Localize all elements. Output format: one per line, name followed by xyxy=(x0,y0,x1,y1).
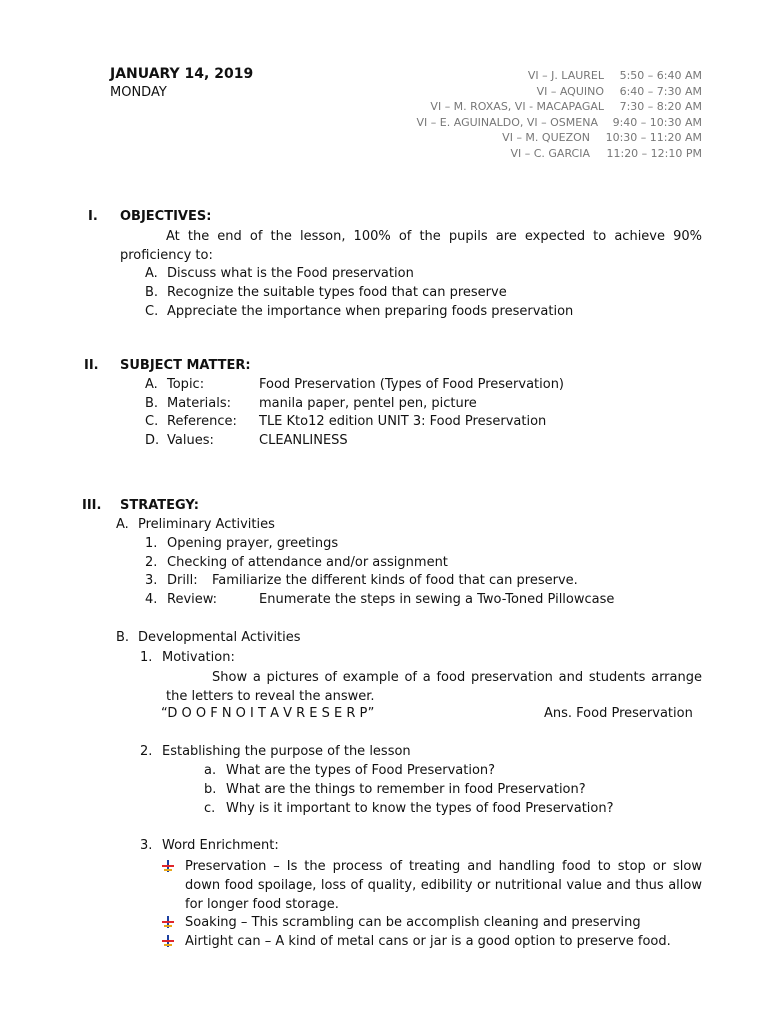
enrichment-title: Word Enrichment: xyxy=(162,838,279,853)
preliminary-title: Preliminary Activities xyxy=(138,517,275,532)
motivation-text: Show a pictures of example of a food preservation and students arrange the letters to reveal the answer. xyxy=(166,670,702,704)
subject-value: CLEANLINESS xyxy=(259,433,348,448)
list-number: 3. xyxy=(145,573,158,588)
purpose-item: What are the things to remember in food Preservation? xyxy=(226,782,586,797)
schedule-section: VI – AQUINO xyxy=(536,84,604,98)
list-letter: A. xyxy=(116,517,129,532)
section-numeral: I. xyxy=(88,209,98,224)
schedule-time: 10:30 – 11:20 AM xyxy=(605,131,702,144)
bullet-icon xyxy=(161,859,175,873)
bullet-icon xyxy=(161,934,175,948)
developmental-title: Developmental Activities xyxy=(138,630,301,645)
purpose-title: Establishing the purpose of the lesson xyxy=(162,744,411,759)
list-letter: C. xyxy=(145,414,159,429)
list-number: 3. xyxy=(140,838,153,853)
section-title-objectives: OBJECTIVES: xyxy=(120,209,212,224)
schedule-row xyxy=(417,146,702,162)
schedule-section: VI – J. LAUREL xyxy=(527,69,604,82)
enrichment-item: Soaking – This scrambling can be accomplish cleaning and preserving xyxy=(185,915,641,930)
list-number: 1. xyxy=(145,536,158,551)
objective-item: Recognize the suitable types food that can preserve xyxy=(167,285,507,300)
list-letter: A. xyxy=(145,377,158,392)
preliminary-item: Opening prayer, greetings xyxy=(167,536,339,551)
subject-value: TLE Kto12 edition UNIT 3: Food Preservation xyxy=(259,414,547,429)
preliminary-item: Enumerate the steps in sewing a Two-Toned Pillowcase xyxy=(259,592,615,607)
scrambled-letters: “D O O F N O I T A V R E S E R P” xyxy=(161,706,375,721)
list-letter: c. xyxy=(204,801,216,816)
schedule-time: 5:50 – 6:40 AM xyxy=(619,69,702,82)
lesson-date: JANUARY 14, 2019 xyxy=(110,66,254,82)
list-letter: D. xyxy=(145,433,160,448)
schedule-section: VI – M. ROXAS, VI - MACAPAGAL xyxy=(430,100,604,113)
preliminary-item: Familiarize the different kinds of food that can preserve. xyxy=(212,573,578,588)
schedule-row xyxy=(417,130,702,146)
schedule-row xyxy=(417,99,702,115)
schedule-time: 7:30 – 8:20 AM xyxy=(619,100,702,113)
schedule-row xyxy=(417,84,702,100)
section-title-subject-matter: SUBJECT MATTER: xyxy=(120,358,251,373)
subject-label: Values: xyxy=(167,433,214,448)
preliminary-item-label: Drill: xyxy=(167,573,198,588)
objective-item: Appreciate the importance when preparing foods preservation xyxy=(167,304,574,319)
preliminary-item: Checking of attendance and/or assignment xyxy=(167,555,448,570)
list-letter: b. xyxy=(204,782,217,797)
section-numeral: II. xyxy=(84,358,99,373)
lesson-day: MONDAY xyxy=(110,85,167,100)
list-number: 2. xyxy=(140,744,153,759)
schedule-time: 11:20 – 12:10 PM xyxy=(606,146,702,160)
purpose-item: Why is it important to know the types of food Preservation? xyxy=(226,801,614,816)
bullet-icon xyxy=(161,915,175,929)
section-title-strategy: STRATEGY: xyxy=(120,498,199,513)
list-number: 1. xyxy=(140,650,153,665)
list-letter: B. xyxy=(145,285,159,300)
schedule-section: VI – M. QUEZON xyxy=(502,131,590,144)
schedule-time: 6:40 – 7:30 AM xyxy=(619,84,702,98)
objectives-intro: At the end of the lesson, 100% of the pupils are expected to achieve 90% proficiency to: xyxy=(120,229,702,263)
list-number: 4. xyxy=(145,592,158,607)
list-letter: B. xyxy=(116,630,130,645)
enrichment-item: Preservation – Is the process of treating and handling food to stop or slow down food spoilage, loss of quality, edibility or nutritional value and thus allow for longer food storage. xyxy=(185,859,702,912)
section-numeral: III. xyxy=(82,498,102,513)
purpose-item: What are the types of Food Preservation? xyxy=(226,763,496,778)
subject-value: manila paper, pentel pen, picture xyxy=(259,396,477,411)
list-number: 2. xyxy=(145,555,158,570)
schedule-time: 9:40 – 10:30 AM xyxy=(612,115,702,129)
subject-label: Materials: xyxy=(167,396,231,411)
schedule-section: VI – E. AGUINALDO, VI – OSMENA xyxy=(416,115,598,129)
schedule-list xyxy=(417,68,702,161)
schedule-section: VI – C. GARCIA xyxy=(510,146,590,160)
enrichment-item: Airtight can – A kind of metal cans or jar is a good option to preserve food. xyxy=(185,934,671,949)
motivation-answer: Ans. Food Preservation xyxy=(544,706,693,721)
list-letter: C. xyxy=(145,304,159,319)
schedule-row xyxy=(417,115,702,131)
list-letter: A. xyxy=(145,266,158,281)
preliminary-item-label: Review: xyxy=(167,592,218,607)
objective-item: Discuss what is the Food preservation xyxy=(167,266,414,281)
list-letter: B. xyxy=(145,396,159,411)
subject-label: Reference: xyxy=(167,414,237,429)
schedule-row xyxy=(417,68,702,84)
subject-value: Food Preservation (Types of Food Preservation) xyxy=(259,377,565,392)
list-letter: a. xyxy=(204,763,217,778)
subject-label: Topic: xyxy=(167,377,205,392)
motivation-title: Motivation: xyxy=(162,650,235,665)
